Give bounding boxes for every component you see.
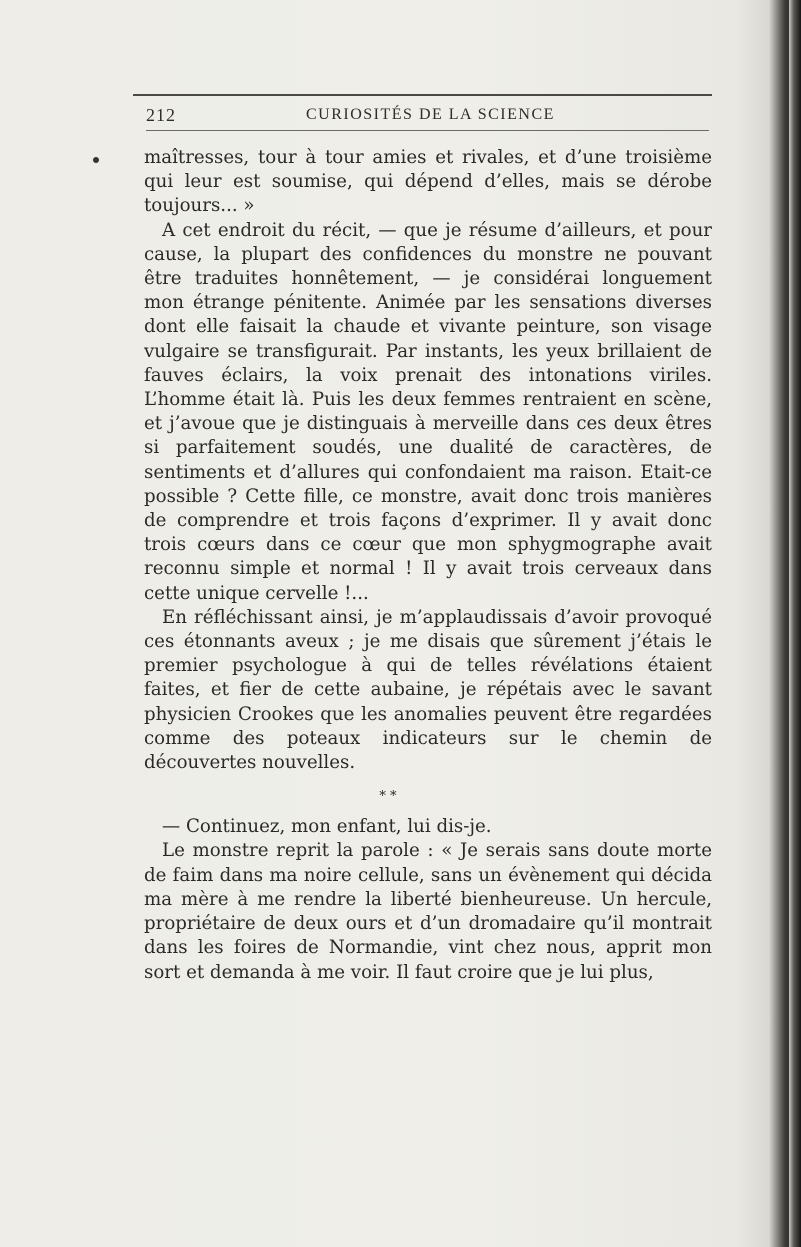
paragraph: Le monstre reprit la parole : « Je serais sans doute morte de faim dans ma noire cellule, sans un évènement qui décida ma mère à me rendre la liberté bienheureuse. Un hercule, propriétaire de deux ours et d’un dromadaire qu’il montrait dans les foires de Normandie, vint chez nous, apprit mon sort et demanda à me voir. Il faut croire que je lui plus, (144, 840, 712, 983)
page-header (146, 105, 706, 133)
running-head: CURIOSITÉS DE LA SCIENCE (306, 106, 555, 123)
paragraph: — Continuez, mon enfant, lui dis-je. (162, 816, 492, 838)
margin-mark (93, 157, 99, 163)
paragraph: En réfléchissant ainsi, je m’applaudissais d’avoir provoqué ces étonnants aveux ; je me disais que sûrement j’étais le premier psychologue à qui de telles révélations étaient faites, et fier de cette aubaine, je répétais avec le savant physicien Crookes que les anomalies peuvent être regardées comme des poteaux indicateurs sur le chemin de découvertes nouvelles. (144, 606, 712, 774)
header-rule (146, 130, 709, 131)
paragraph: A cet endroit du récit, — que je résume d’ailleurs, et pour cause, la plupart des confidences du monstre ne pouvant être traduites honnêtement, — je considérai longuement mon étrange pénitente. Animée par les sensations diverses dont elle faisait la chaude et vivante peinture, son visage vulgaire se transfigurait. Par instants, les yeux brillaient de fauves éclairs, la voix prenait des intonations viriles. L’homme était là. Puis les deux femmes rentraient en scène, et j’avoue que je distinguais à merveille dans ces deux êtres si parfaitement soudés, une dualité de caractères, de sentiments et d’allures qui confondaient ma raison. Etait-ce possible ? Cette fille, ce monstre, avait donc trois manières de comprendre et trois façons d’exprimer. Il y avait donc trois cœurs dans ce cœur que mon sphygmographe avait reconnu simple et normal ! Il y avait trois cerveaux dans cette unique cervelle !... (144, 219, 712, 604)
page-edge-shadow (789, 0, 801, 1247)
body-text (144, 146, 712, 985)
page-number: 212 (146, 105, 176, 125)
top-rule (133, 94, 712, 96)
paragraph: maîtresses, tour à tour amies et rivales, et d’une troisième qui leur est soumise, qui dépend d’elles, mais se dérobe toujours... » (144, 147, 712, 217)
section-separator: * * (379, 789, 397, 805)
